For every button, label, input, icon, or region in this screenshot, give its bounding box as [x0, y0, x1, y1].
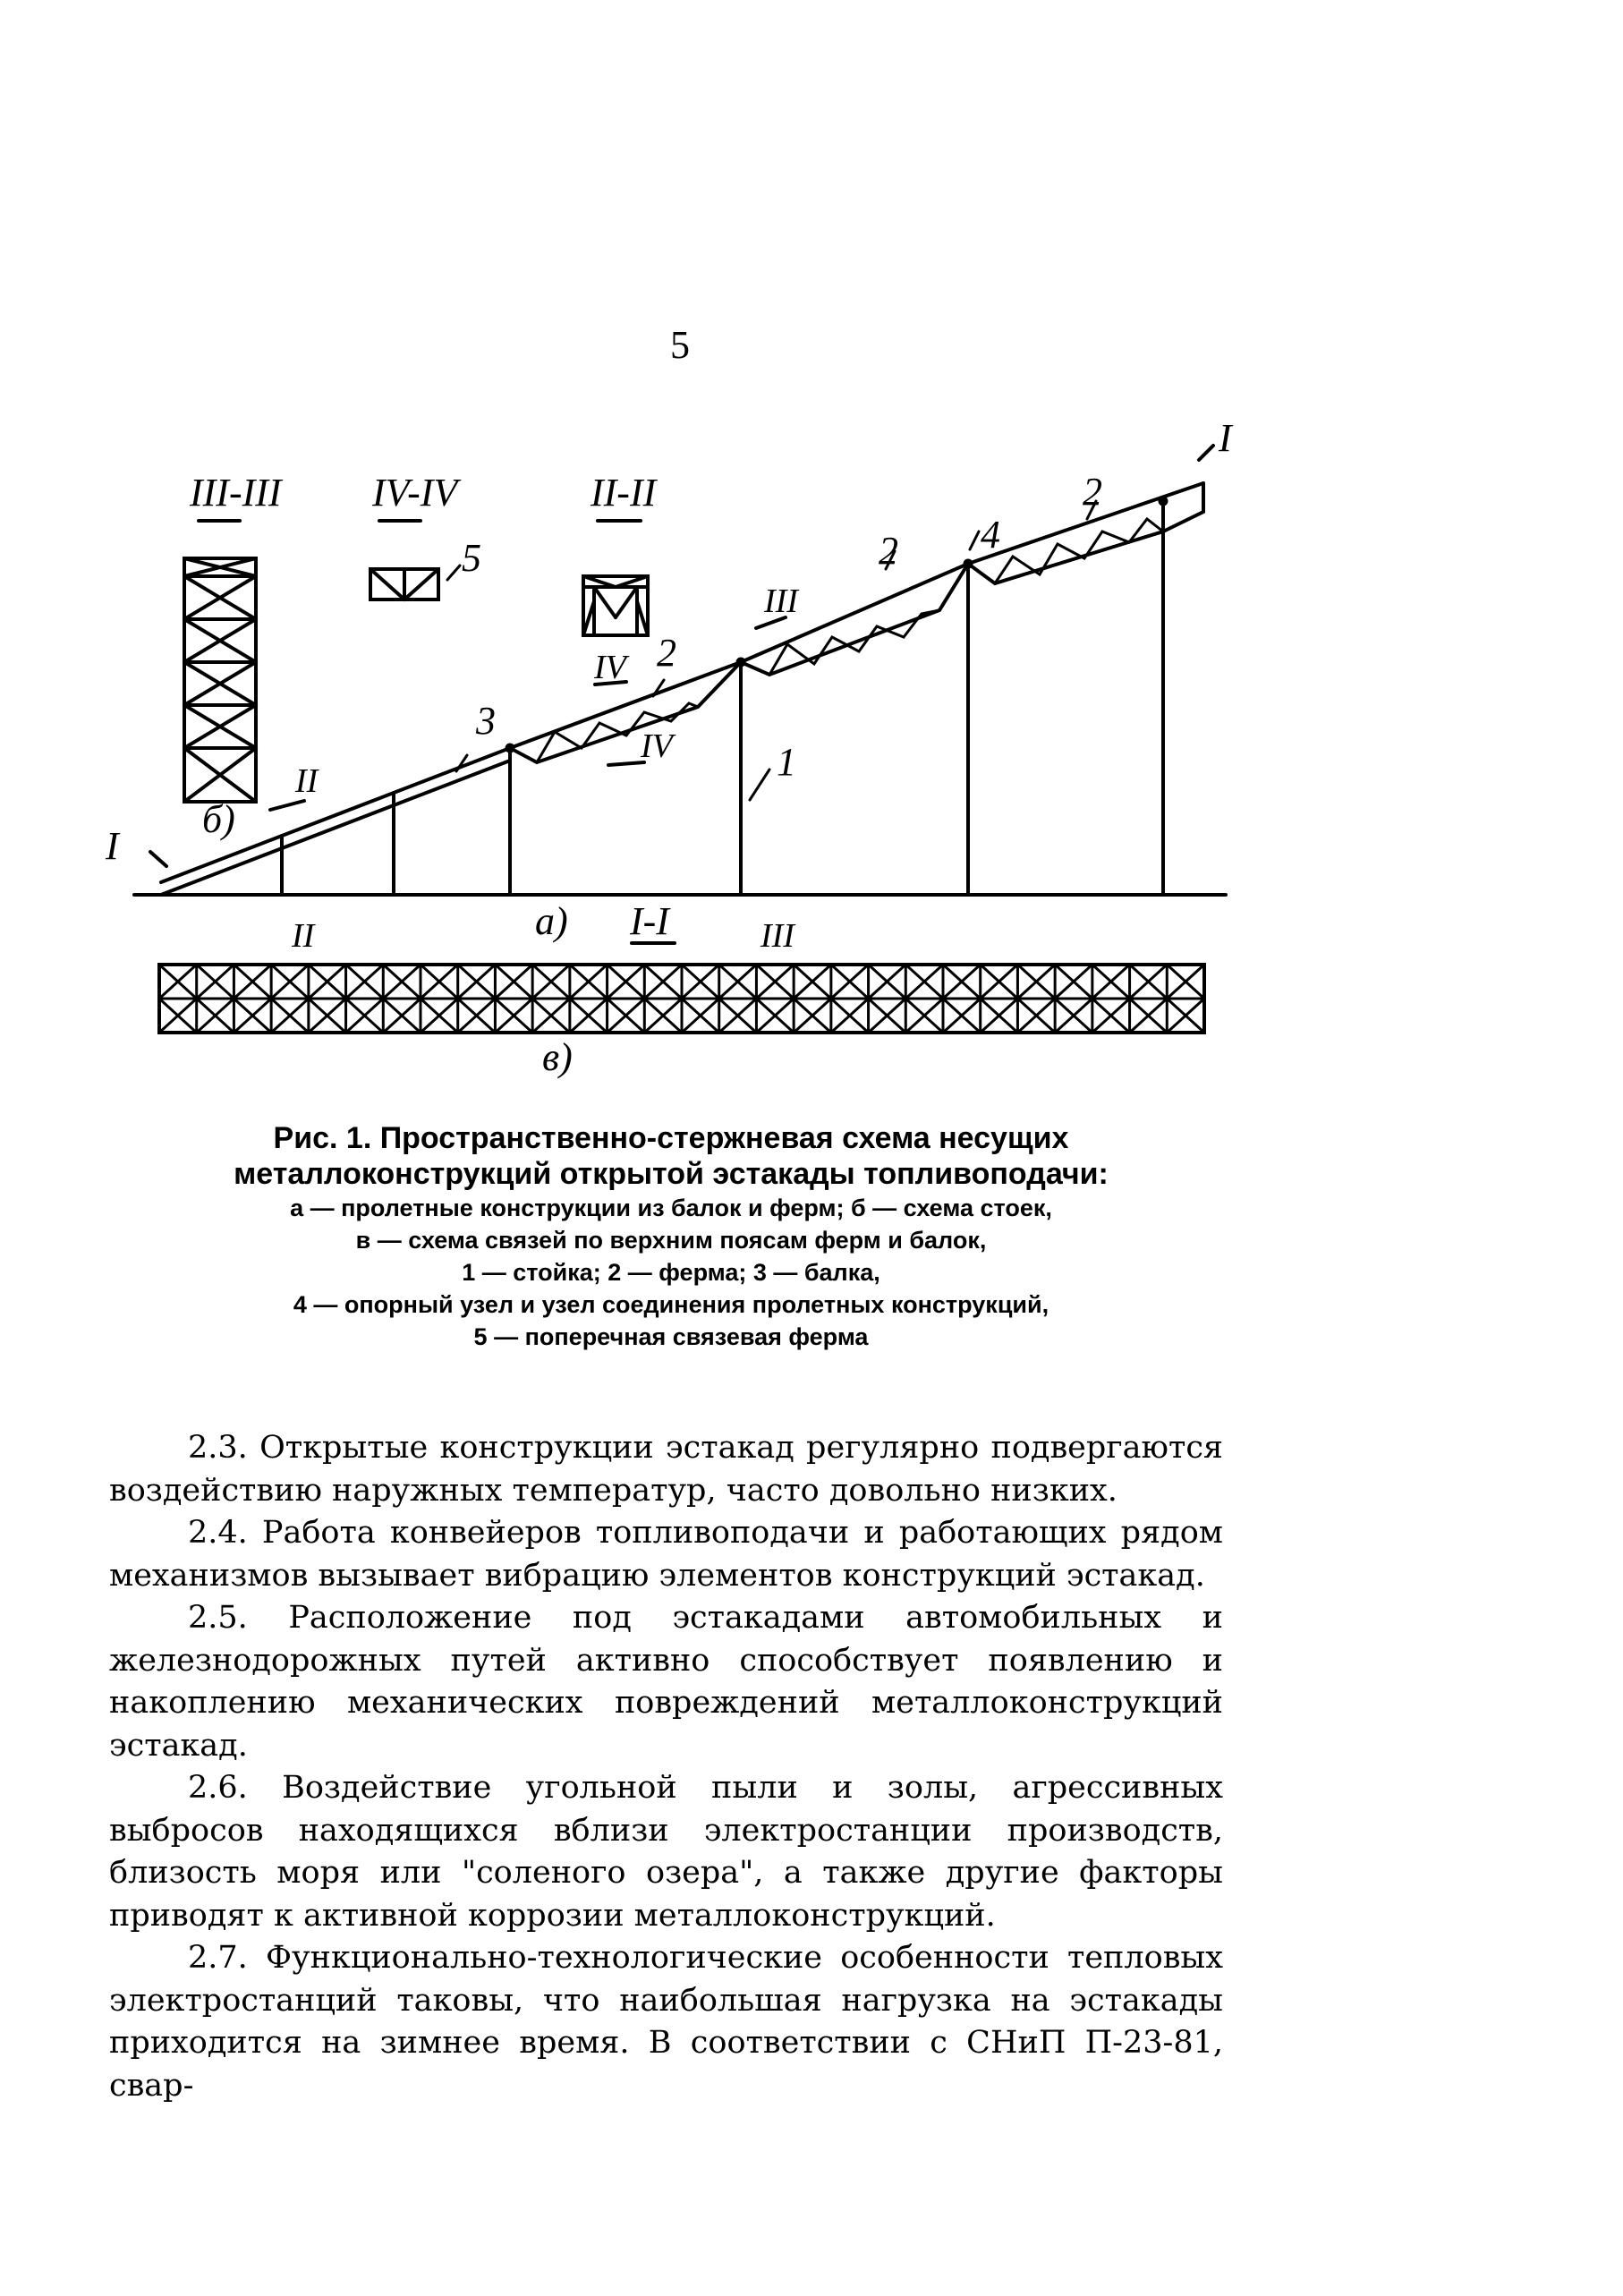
mark-iii-upper: III: [764, 583, 798, 620]
mark-ii-lower: II: [292, 917, 315, 955]
mark-i-left: I: [106, 824, 119, 868]
mark-iv-lower: IV: [641, 727, 673, 765]
label-2b: 2: [879, 529, 898, 573]
caption-title-line2: металлоконструкций открытой эстакады топливоподачи:: [234, 1157, 1109, 1191]
paragraph-2-6: 2.6. Воздействие угольной пыли и золы, агрессивных выбросов находящихся вблизи электростанции производств, близость моря или "соленого озера", а также другие факторы приводят к активной коррозии металлоконструкций.: [109, 1770, 1223, 1934]
label-4: 4: [981, 513, 1000, 557]
section-iii-iii-label: III-III: [190, 471, 282, 514]
section-iv-iv-label-group: [371, 471, 462, 521]
paragraph-2-5: 2.5. Расположение под эстакадами автомобильных и железнодорожных путей активно способствует появлению и накоплению механических повреждений металлоконструкций эстакад.: [109, 1600, 1223, 1764]
label-3: 3: [476, 699, 496, 743]
body-text: [109, 1427, 1223, 2107]
label-5: 5: [462, 536, 481, 580]
section-ii-ii-label-group: [590, 471, 659, 521]
page-number: 5: [670, 323, 690, 367]
caption-line: а — пролетные конструкции из балок и ферм; б — схема стоек,: [290, 1195, 1052, 1221]
paragraph-2-7: 2.7. Функционально-технологические особенности тепловых электростанций таковы, что наибольшая нагрузка на эстакады приходится на зимнее время. В соответствии с СНиП П-23-81, свар-: [109, 1940, 1223, 2104]
portal-frame-ii: [583, 576, 648, 635]
section-i-i-label: I-I: [630, 899, 669, 943]
trestle-structural-diagram: [0, 0, 1623, 1118]
caption-line: 5 — поперечная связевая ферма: [473, 1323, 869, 1350]
caption-title-line1: Рис. 1. Пространственно-стержневая схема несущих: [273, 1121, 1069, 1155]
figure-caption: [125, 1120, 1217, 1353]
mark-iii-lower: III: [761, 917, 795, 955]
paragraph-2-4: 2.4. Работа конвейеров топливоподачи и работающих рядом механизмов вызывает вибрацию элементов конструкций эстакад.: [109, 1515, 1223, 1594]
mark-iv-upper: IV: [594, 649, 626, 686]
mark-i-right: I: [1219, 416, 1232, 460]
column-schematic-b: [184, 558, 256, 802]
elevation-a: [134, 446, 1226, 895]
part-label-a: a): [535, 899, 568, 943]
part-label-b: б): [202, 797, 235, 841]
paragraph-2-3: 2.3. Открытые конструкции эстакад регулярно подвергаются воздействию наружных температур, часто довольно низких.: [109, 1430, 1223, 1509]
mark-ii-upper: II: [295, 762, 319, 800]
label-2a: 2: [657, 631, 676, 675]
section-iii-iii-label-group: [189, 471, 284, 521]
caption-line: в — схема связей по верхним поясам ферм и балок,: [355, 1227, 987, 1254]
label-2c: 2: [1083, 470, 1102, 514]
section-ii-ii-label: II-II: [591, 471, 657, 514]
cross-bracing-truss-5: [370, 569, 438, 600]
part-label-v: в): [542, 1035, 573, 1079]
caption-line: 1 — стойка; 2 — ферма; 3 — балка,: [462, 1259, 880, 1286]
section-iv-iv-label: IV-IV: [372, 471, 458, 514]
caption-line: 4 — опорный узел и узел соединения пролетных конструкций,: [293, 1291, 1049, 1318]
label-1: 1: [777, 740, 796, 784]
